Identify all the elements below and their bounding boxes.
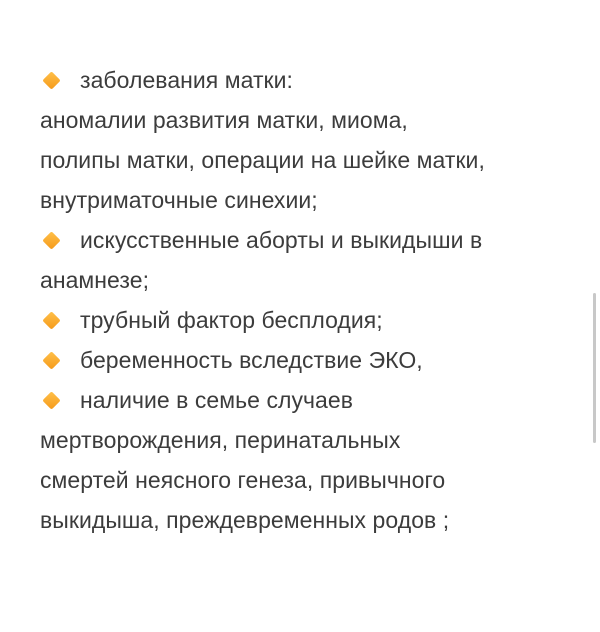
note-line-text: внутриматочные синехии; xyxy=(40,187,318,213)
note-line xyxy=(40,460,585,500)
orange-diamond-icon xyxy=(42,71,60,89)
orange-diamond-icon xyxy=(42,231,60,249)
note-line xyxy=(40,60,585,100)
note-line xyxy=(40,220,585,260)
note-text xyxy=(40,60,585,540)
vertical-scrollbar[interactable] xyxy=(593,293,596,443)
note-line-text: аномалии развития матки, миома, xyxy=(40,107,408,133)
note-line xyxy=(40,100,585,140)
note-line xyxy=(40,260,585,300)
note-line xyxy=(40,500,585,540)
note-line-text: мертворождения, перинатальных xyxy=(40,427,401,453)
note-line-text: беременность вследствие ЭКО, xyxy=(80,347,423,373)
orange-diamond-icon xyxy=(42,311,60,329)
note-line-text: наличие в семье случаев xyxy=(80,387,354,413)
orange-diamond-icon xyxy=(42,391,60,409)
note-line-text: заболевания матки: xyxy=(80,67,293,93)
note-line xyxy=(40,420,585,460)
note-line-text: трубный фактор бесплодия; xyxy=(80,307,383,333)
note-line-text: смертей неясного генеза, привычного xyxy=(40,467,446,493)
note-line-text: полипы матки, операции на шейке матки, xyxy=(40,147,485,173)
note-line xyxy=(40,300,585,340)
note-line xyxy=(40,340,585,380)
note-line-text: анамнезе; xyxy=(40,267,150,293)
note-line xyxy=(40,380,585,420)
note-line-text: искусственные аборты и выкидыши в xyxy=(80,227,483,253)
note-line xyxy=(40,180,585,220)
orange-diamond-icon xyxy=(42,351,60,369)
note-line xyxy=(40,140,585,180)
note-line-text: выкидыша, преждевременных родов ; xyxy=(40,507,450,533)
